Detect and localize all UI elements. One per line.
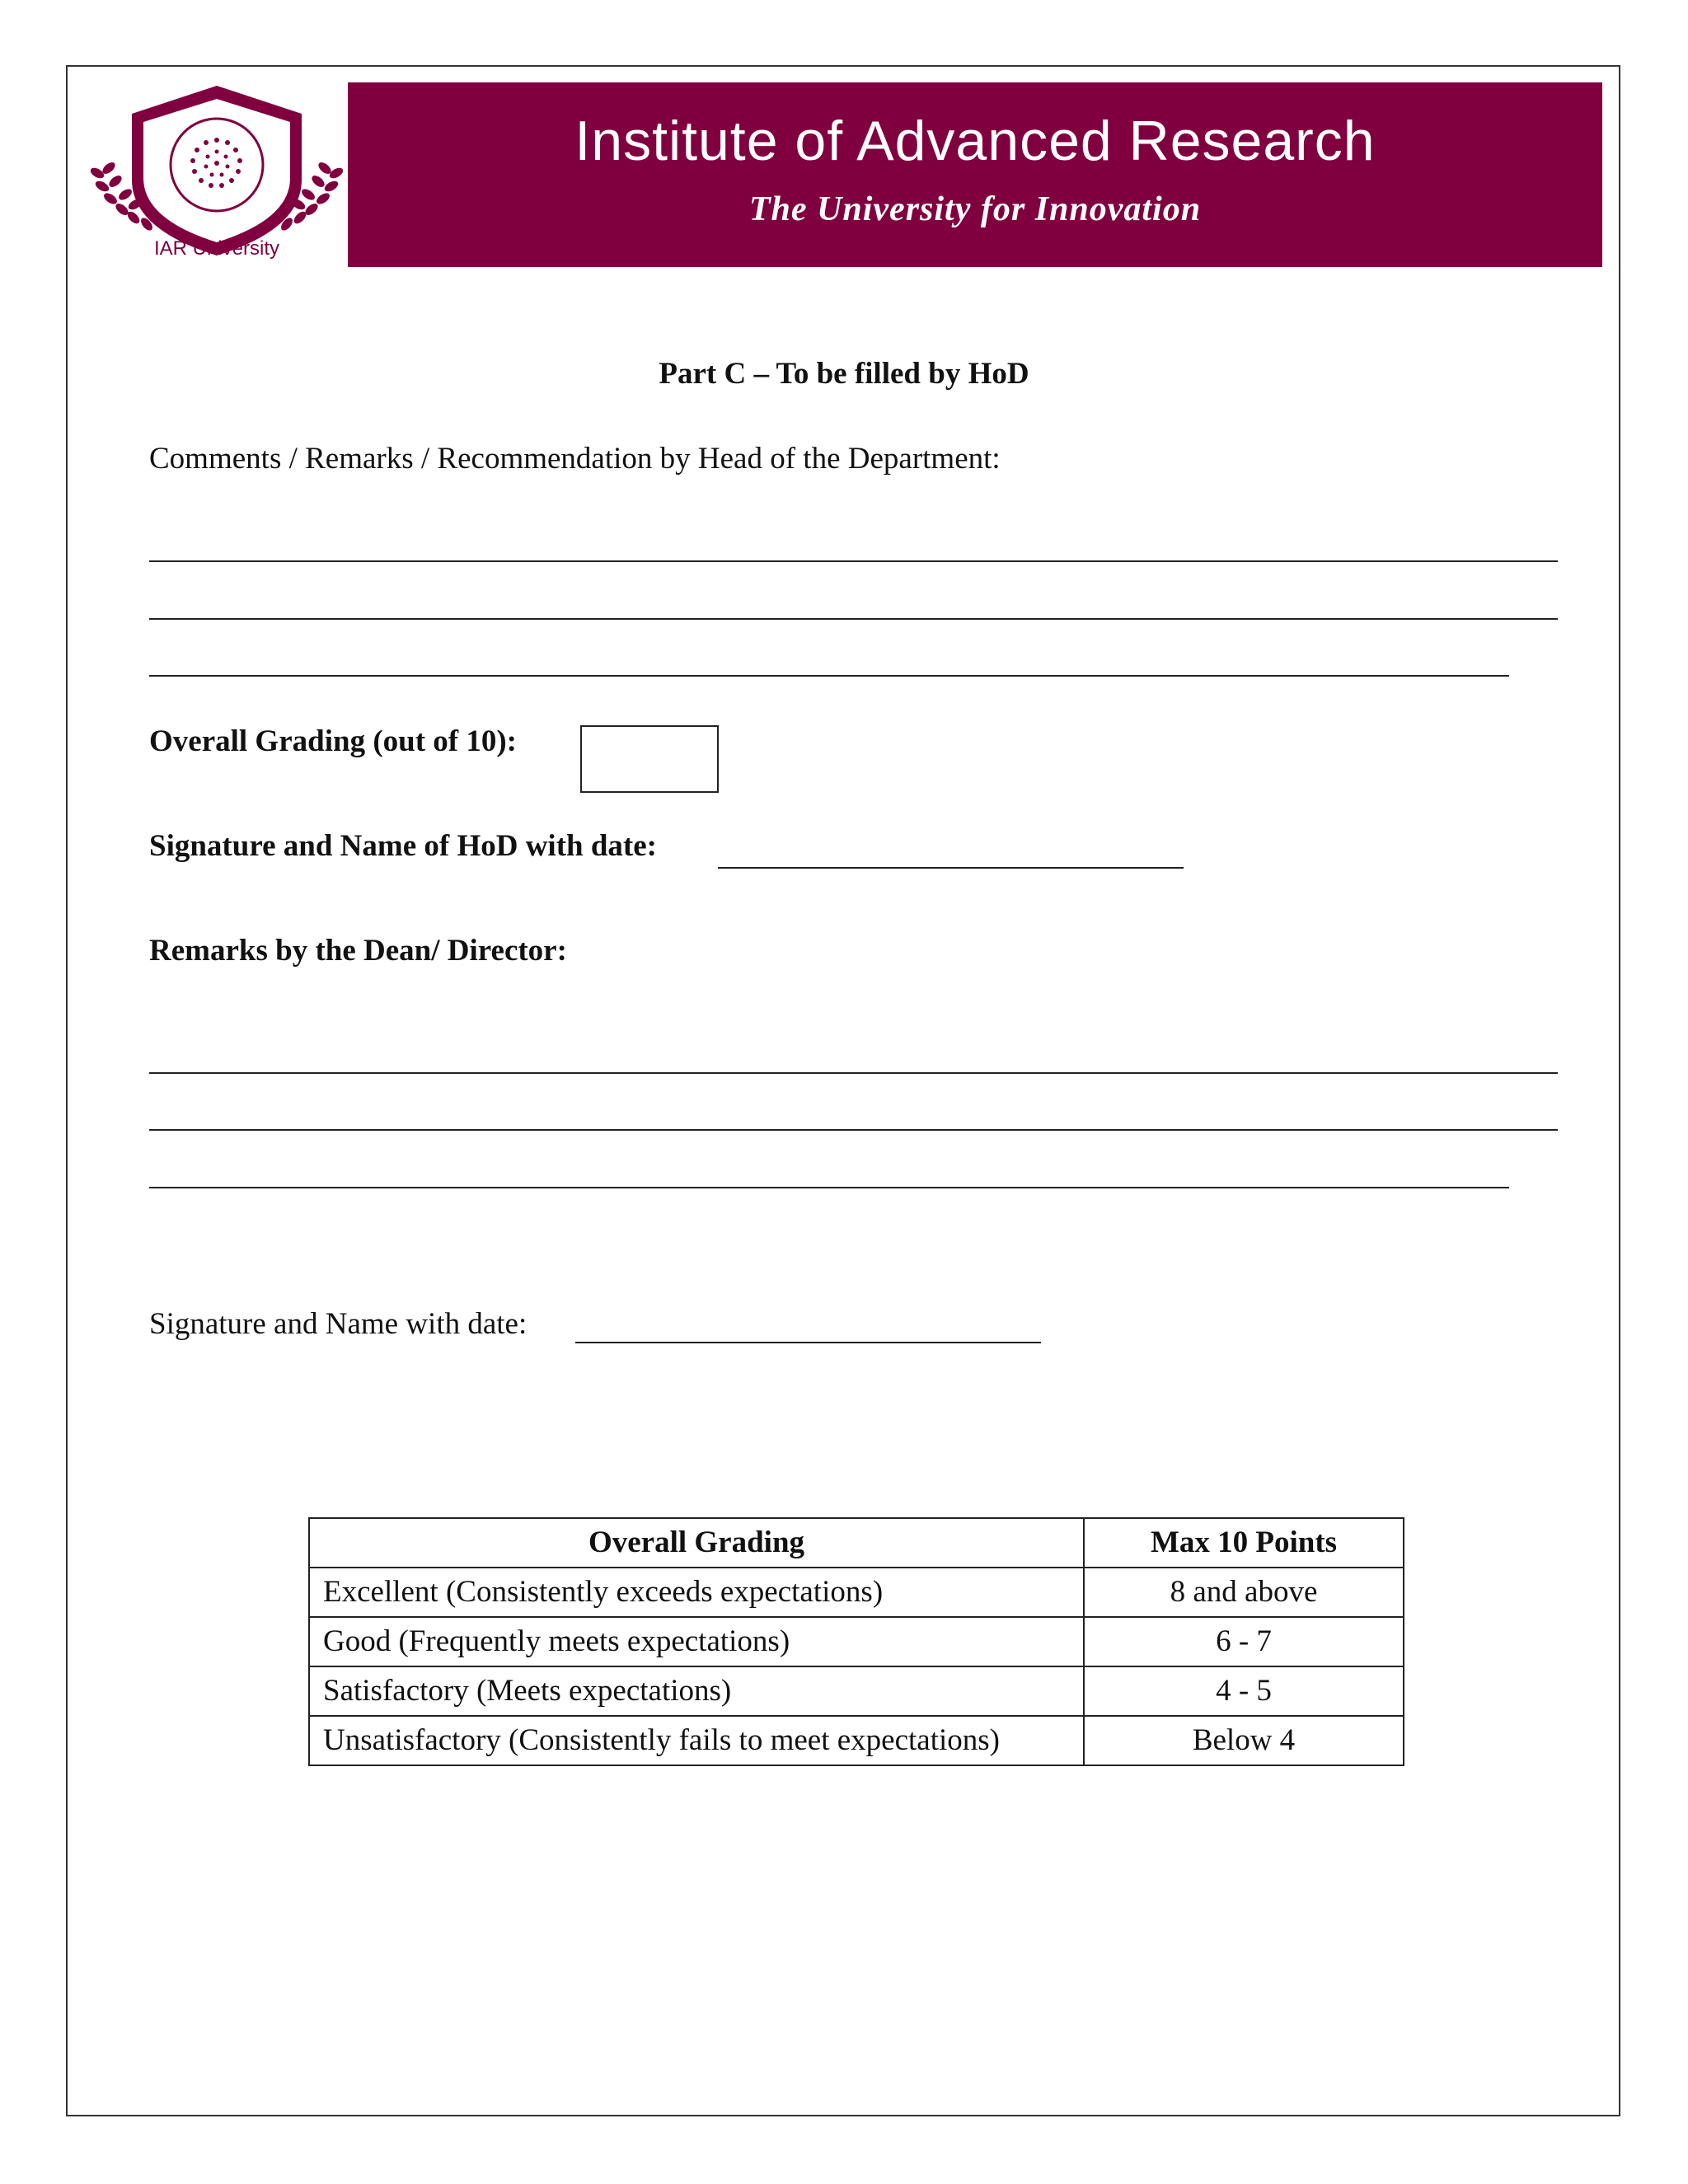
hod-comments-line-1[interactable] — [149, 560, 1558, 562]
grade-description: Excellent (Consistently exceeds expectations) — [309, 1568, 1084, 1617]
dean-signature-label: Signature and Name with date: — [149, 1307, 528, 1341]
dean-remarks-line-3[interactable] — [149, 1187, 1509, 1188]
overall-grading-label: Overall Grading (out of 10): — [149, 724, 518, 758]
table-row — [309, 1666, 1404, 1716]
institution-title: Institute of Advanced Research — [574, 110, 1376, 172]
crest-icon — [86, 81, 348, 264]
header-banner — [348, 82, 1602, 267]
column-header: Overall Grading — [309, 1518, 1084, 1568]
table-row — [309, 1568, 1404, 1617]
column-header: Max 10 Points — [1084, 1518, 1404, 1568]
institution-subtitle: The University for Innovation — [748, 190, 1202, 228]
grade-points: Below 4 — [1084, 1716, 1404, 1765]
overall-grading-box[interactable] — [580, 725, 719, 793]
grade-points: 6 - 7 — [1084, 1617, 1404, 1666]
grade-description: Satisfactory (Meets expectations) — [309, 1666, 1084, 1716]
part-title: Part C – To be filled by HoD — [659, 357, 1029, 391]
dean-remarks-line-2[interactable] — [149, 1129, 1558, 1131]
grade-points: 4 - 5 — [1084, 1666, 1404, 1716]
grading-table — [308, 1517, 1404, 1766]
grade-points: 8 and above — [1084, 1568, 1404, 1617]
hod-signature-label: Signature and Name of HoD with date: — [149, 829, 657, 863]
dean-signature-line[interactable] — [575, 1342, 1041, 1343]
table-row — [309, 1716, 1404, 1765]
grade-description: Good (Frequently meets expectations) — [309, 1617, 1084, 1666]
grade-description: Unsatisfactory (Consistently fails to meet expectations) — [309, 1716, 1084, 1765]
hod-signature-line[interactable] — [718, 867, 1184, 869]
dean-remarks-line-1[interactable] — [149, 1072, 1558, 1074]
table-row — [309, 1617, 1404, 1666]
hod-comments-line-2[interactable] — [149, 618, 1558, 620]
hod-comments-label: Comments / Remarks / Recommendation by Head of the Department: — [149, 442, 1001, 476]
university-logo — [86, 81, 348, 264]
dean-remarks-label: Remarks by the Dean/ Director: — [149, 934, 567, 968]
hod-comments-line-3[interactable] — [149, 675, 1509, 677]
logo-caption: IAR University — [153, 237, 280, 260]
table-header-row — [309, 1518, 1404, 1568]
